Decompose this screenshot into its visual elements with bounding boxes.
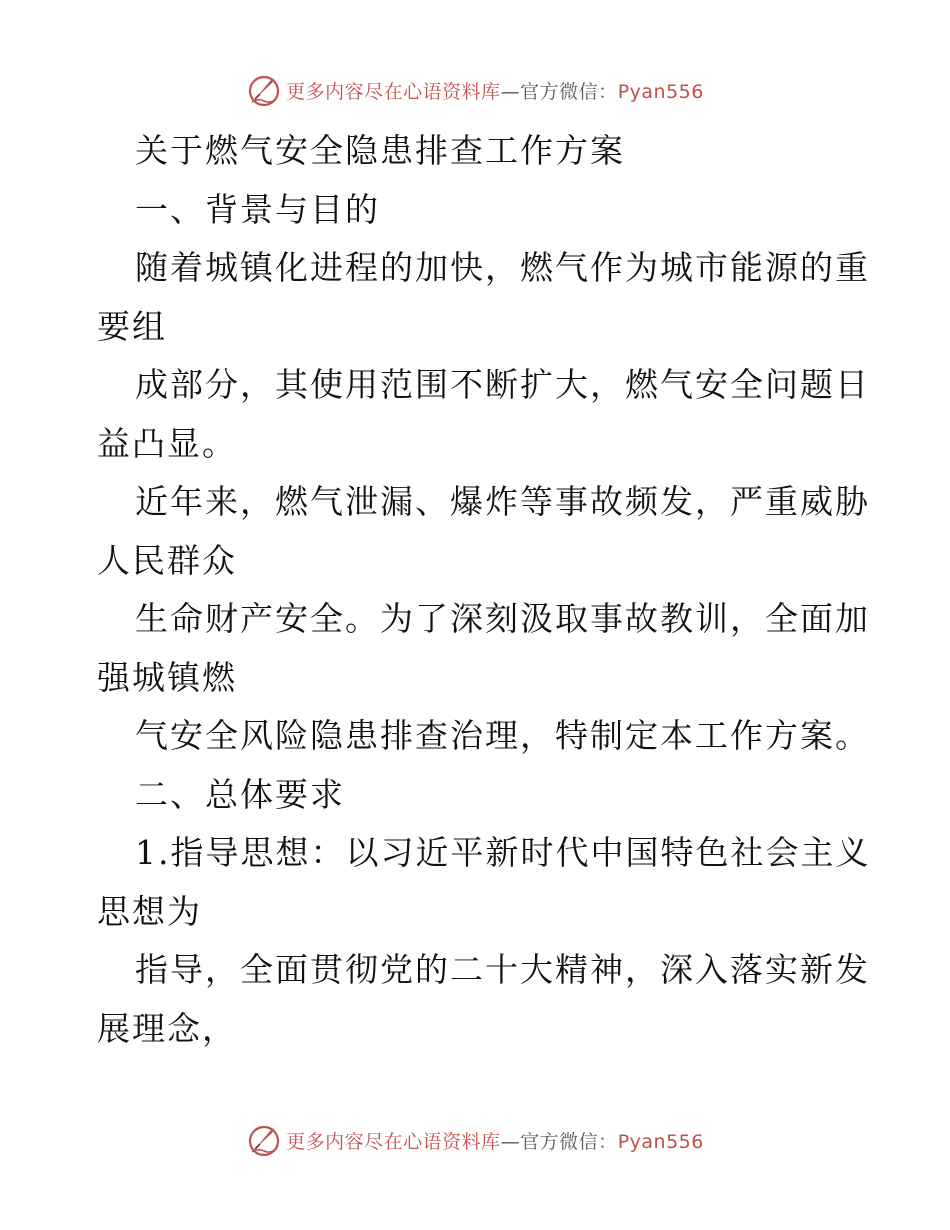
document-title: 关于燃气安全隐患排查工作方案 [135,131,625,170]
paragraph-line: 1.指导思想：以习近平新时代中国特色社会主义 [135,833,871,872]
banner-wechat-id: Pyan556 [617,80,704,103]
paragraph-line: 要组 [97,306,167,346]
banner-text [286,1127,704,1154]
paragraph-line: 展理念， [97,1008,237,1048]
paragraph-line: 成部分，其使用范围不断扩大，燃气安全问题日 [135,365,870,404]
paragraph-line: 随着城镇化进程的加快，燃气作为城市能源的重 [135,248,870,287]
paragraph-line: 指导，全面贯彻党的二十大精神，深入落实新发 [135,950,870,989]
paragraph-line: 气安全风险隐患排查治理，特制定本工作方案。 [135,716,870,755]
section-heading: 一、背景与目的 [135,189,380,229]
quill-pen-logo-icon [246,1122,282,1158]
paragraph-line: 强城镇燃 [97,657,237,697]
header-banner [0,70,950,110]
paragraph-line: 益凸显。 [97,423,237,463]
banner-separator: — [500,1130,521,1153]
paragraph-line: 生命财产安全。为了深刻汲取事故教训，全面加 [135,599,870,638]
paragraph-line: 思想为 [97,891,202,931]
banner-text [286,77,704,104]
banner-wechat-id: Pyan556 [617,1130,704,1153]
document-body [97,122,871,1058]
paragraph-line: 近年来，燃气泄漏、爆炸等事故频发，严重威胁 [135,482,870,521]
banner-separator: — [500,80,521,103]
paragraph-line: 人民群众 [97,540,237,580]
quill-pen-logo-icon [246,72,282,108]
footer-banner [0,1120,950,1160]
banner-main-text: 更多内容尽在心语资料库 [286,80,501,103]
banner-wechat-label: 官方微信： [520,1130,618,1153]
banner-wechat-label: 官方微信： [520,80,618,103]
banner-main-text: 更多内容尽在心语资料库 [286,1130,501,1153]
section-heading: 二、总体要求 [135,774,345,814]
